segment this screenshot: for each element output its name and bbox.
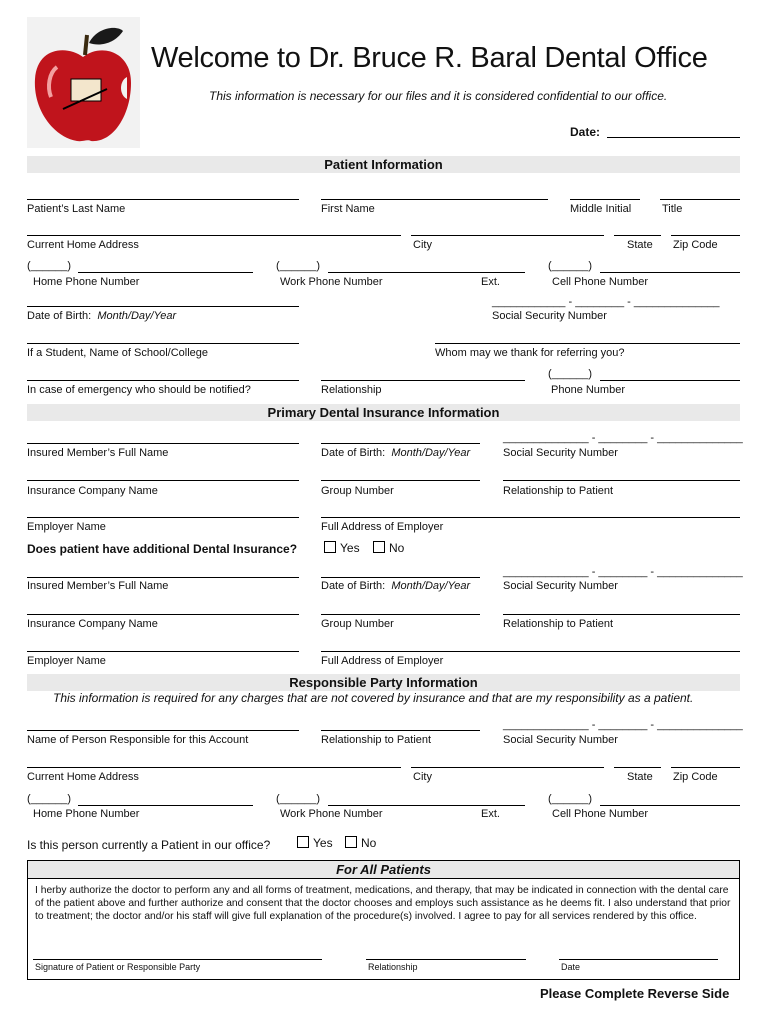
responsible-city-label: City xyxy=(413,771,432,783)
phone-label: Phone Number xyxy=(551,384,625,396)
group-label: Group Number xyxy=(321,485,394,497)
member2-dob-field[interactable] xyxy=(321,577,480,578)
yes-label: Yes xyxy=(313,836,333,850)
work-area-code: (______) xyxy=(276,260,321,272)
work-phone-label: Work Phone Number xyxy=(280,276,383,288)
address-label: Current Home Address xyxy=(27,239,139,251)
signature-relationship-label: Relationship xyxy=(368,962,418,972)
signature-date-field[interactable] xyxy=(559,959,718,960)
all-patients-heading: For All Patients xyxy=(28,861,739,879)
current-patient-no-checkbox[interactable] xyxy=(345,836,376,850)
middle-initial-field[interactable] xyxy=(570,199,640,200)
referral-field[interactable] xyxy=(435,343,740,344)
cell-phone-label: Cell Phone Number xyxy=(552,276,648,288)
company2-label: Insurance Company Name xyxy=(27,618,158,630)
work-phone-field[interactable] xyxy=(328,272,525,273)
first-name-label: First Name xyxy=(321,203,375,215)
home-phone-label: Home Phone Number xyxy=(33,276,140,288)
middle-initial-label: Middle Initial xyxy=(570,203,632,215)
responsible-home-area-code: (______) xyxy=(27,793,72,805)
emergency-area-code: (______) xyxy=(548,368,593,380)
responsible-home-phone-field[interactable] xyxy=(78,805,253,806)
company-field[interactable] xyxy=(27,480,299,481)
ext-label: Ext. xyxy=(481,276,500,288)
member2-dob-format: Month/Day/Year xyxy=(391,580,471,592)
dob-format: Month/Day/Year xyxy=(97,310,177,322)
current-patient-question: Is this person currently a Patient in our office? xyxy=(27,838,271,852)
group2-field[interactable] xyxy=(321,614,480,615)
employer2-label: Employer Name xyxy=(27,655,106,667)
responsible-ssn-field[interactable]: ______________ - ________ - ______________ xyxy=(503,719,743,731)
responsible-work-phone-label: Work Phone Number xyxy=(280,808,383,820)
additional-insurance-question: Does patient have additional Dental Insurance? xyxy=(27,542,298,556)
school-field[interactable] xyxy=(27,343,299,344)
responsible-work-area-code: (______) xyxy=(276,793,321,805)
responsible-cell-phone-field[interactable] xyxy=(600,805,740,806)
member-dob-field[interactable] xyxy=(321,443,480,444)
member2-ssn-field[interactable]: ______________ - ________ - ______________ xyxy=(503,566,743,578)
signature-field[interactable] xyxy=(33,959,322,960)
responsible-ext-label: Ext. xyxy=(481,808,500,820)
responsible-work-phone-field[interactable] xyxy=(328,805,525,806)
employer2-field[interactable] xyxy=(27,651,299,652)
city-label: City xyxy=(413,239,432,251)
relationship-to-patient-field[interactable] xyxy=(503,480,740,481)
state-field[interactable] xyxy=(614,235,661,236)
ssn-field[interactable]: ____________ - ________ - ______________ xyxy=(492,296,720,308)
no-label: No xyxy=(389,541,405,555)
zip-label: Zip Code xyxy=(673,239,718,251)
employer2-address-field[interactable] xyxy=(321,651,740,652)
address-field[interactable] xyxy=(27,235,401,236)
employer-field[interactable] xyxy=(27,517,299,518)
page-subtitle: This information is necessary for our files and it is considered confidential to our office. xyxy=(209,89,668,103)
checkbox-icon xyxy=(373,541,385,553)
signature-label: Signature of Patient or Responsible Party xyxy=(35,962,201,972)
company2-field[interactable] xyxy=(27,614,299,615)
employer-address-field[interactable] xyxy=(321,517,740,518)
group-field[interactable] xyxy=(321,480,480,481)
dob-label xyxy=(27,310,176,322)
responsible-home-phone-label: Home Phone Number xyxy=(33,808,140,820)
relationship2-label: Relationship to Patient xyxy=(503,618,614,630)
relationship-to-patient-label: Relationship to Patient xyxy=(503,485,614,497)
page-title: Welcome to Dr. Bruce R. Baral Dental Office xyxy=(151,42,708,74)
zip-field[interactable] xyxy=(671,235,740,236)
group2-label: Group Number xyxy=(321,618,394,630)
responsible-address-label: Current Home Address xyxy=(27,771,139,783)
dob-label-text: Date of Birth: xyxy=(27,310,92,322)
responsible-name-field[interactable] xyxy=(27,730,299,731)
member2-ssn-label: Social Security Number xyxy=(503,580,618,592)
responsible-state-field[interactable] xyxy=(614,767,661,768)
company-label: Insurance Company Name xyxy=(27,485,158,497)
school-label: If a Student, Name of School/College xyxy=(27,347,208,359)
title-field[interactable] xyxy=(660,199,740,200)
responsible-state-label: State xyxy=(627,771,653,783)
title-label: Title xyxy=(662,203,683,215)
employer-label: Employer Name xyxy=(27,521,106,533)
checkbox-icon xyxy=(297,836,309,848)
responsible-relationship-label: Relationship to Patient xyxy=(321,734,432,746)
first-name-field[interactable] xyxy=(321,199,548,200)
member-ssn-label: Social Security Number xyxy=(503,447,618,459)
reverse-side-note: Please Complete Reverse Side xyxy=(540,986,730,1001)
ssn-label: Social Security Number xyxy=(492,310,607,322)
state-label: State xyxy=(627,239,653,251)
member-dob-format: Month/Day/Year xyxy=(391,447,471,459)
member-name-label: Insured Member’s Full Name xyxy=(27,447,169,459)
responsible-zip-label: Zip Code xyxy=(673,771,718,783)
member-name-field[interactable] xyxy=(27,443,299,444)
date-field[interactable] xyxy=(607,137,740,138)
home-phone-field[interactable] xyxy=(78,272,253,273)
cell-phone-field[interactable] xyxy=(600,272,740,273)
no-label: No xyxy=(361,836,377,850)
patient-info-heading: Patient Information xyxy=(27,156,740,173)
referral-label: Whom may we thank for referring you? xyxy=(435,347,625,359)
responsible-zip-field[interactable] xyxy=(671,767,740,768)
member-dob-text: Date of Birth: xyxy=(321,447,386,459)
cell-area-code: (______) xyxy=(548,260,593,272)
emergency-field[interactable] xyxy=(27,380,299,381)
additional-yes-checkbox[interactable] xyxy=(324,541,360,555)
member2-name-field[interactable] xyxy=(27,577,299,578)
responsible-note: This information is required for any charges that are not covered by insurance and that are my responsibility as a patient. xyxy=(53,691,694,705)
authorization-text: I herby authorize the doctor to perform any and all forms of treatment, medications, and therapy, that may be indicated in connection with the dental care of the patient above and further authorize and consent that the doctor chooses and employs such assistance as he deems fit. I also understand that prior to treatment; the doctor and/or his staff will give full explanation of the procedure(s) involved. I agree to pay for all services rendered by this office. xyxy=(35,885,731,922)
checkbox-icon xyxy=(324,541,336,553)
checkbox-icon xyxy=(345,836,357,848)
additional-no-checkbox[interactable] xyxy=(373,541,404,555)
responsible-relationship-field[interactable] xyxy=(321,730,480,731)
insurance-heading: Primary Dental Insurance Information xyxy=(27,404,740,421)
member2-dob-text: Date of Birth: xyxy=(321,580,386,592)
member2-dob-label xyxy=(321,580,470,592)
relationship-label: Relationship xyxy=(321,384,382,396)
member-dob-label xyxy=(321,447,470,459)
responsible-ssn-label: Social Security Number xyxy=(503,734,618,746)
member2-name-label: Insured Member’s Full Name xyxy=(27,580,169,592)
city-field[interactable] xyxy=(411,235,604,236)
last-name-field[interactable] xyxy=(27,199,299,200)
member-ssn-field[interactable]: ______________ - ________ - ______________ xyxy=(503,432,743,444)
dob-field[interactable] xyxy=(27,306,299,307)
responsible-name-label: Name of Person Responsible for this Account xyxy=(27,734,249,746)
signature-relationship-field[interactable] xyxy=(366,959,526,960)
responsible-address-field[interactable] xyxy=(27,767,401,768)
home-area-code: (______) xyxy=(27,260,72,272)
responsible-cell-phone-label: Cell Phone Number xyxy=(552,808,648,820)
relationship2-field[interactable] xyxy=(503,614,740,615)
responsible-cell-area-code: (______) xyxy=(548,793,593,805)
emergency-label: In case of emergency who should be notified? xyxy=(27,384,251,396)
office-logo xyxy=(27,17,140,148)
date-label: Date: xyxy=(570,125,601,139)
relationship-field[interactable] xyxy=(321,380,525,381)
yes-label: Yes xyxy=(340,541,360,555)
employer2-address-label: Full Address of Employer xyxy=(321,655,444,667)
current-patient-yes-checkbox[interactable] xyxy=(297,836,333,850)
last-name-label: Patient’s Last Name xyxy=(27,203,126,215)
responsible-city-field[interactable] xyxy=(411,767,604,768)
signature-date-label: Date xyxy=(561,962,581,972)
employer-address-label: Full Address of Employer xyxy=(321,521,444,533)
emergency-phone-field[interactable] xyxy=(600,380,740,381)
responsible-heading: Responsible Party Information xyxy=(27,674,740,691)
